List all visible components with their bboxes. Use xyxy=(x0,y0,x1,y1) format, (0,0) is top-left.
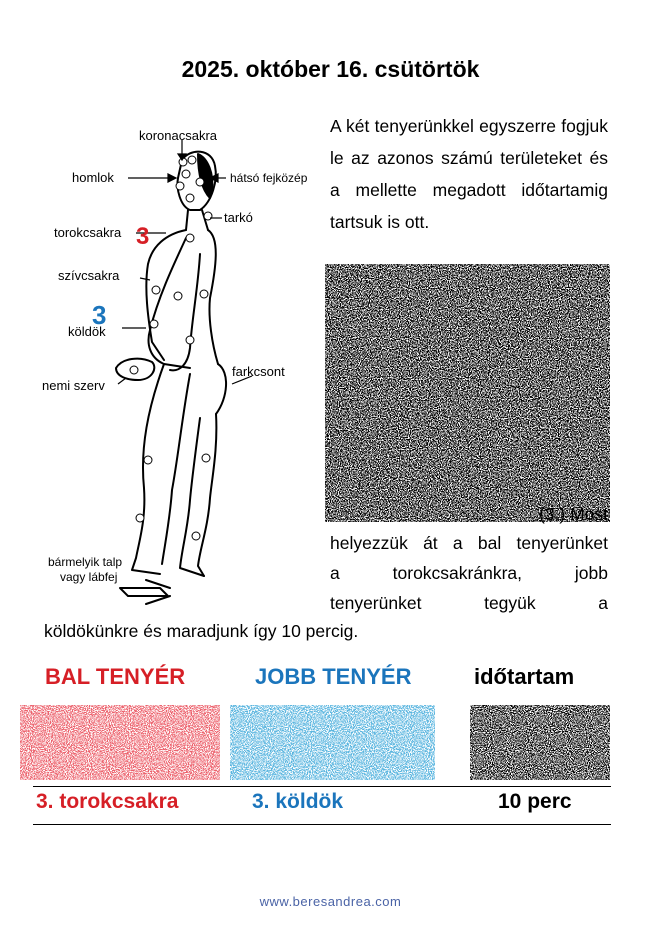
step-line-3: a torokcsakránkra, jobb xyxy=(330,563,608,583)
header-duration: időtartam xyxy=(474,664,575,689)
step-line-2: helyezzük át a bal tenyerünket xyxy=(330,533,608,553)
step-line-5: köldökünkre és maradjunk így 10 percig. xyxy=(44,621,359,641)
obscured-table-rows xyxy=(20,700,620,785)
label-crown-chakra: koronacsakra xyxy=(139,128,218,143)
step-lead: (3.) Most xyxy=(538,504,608,524)
label-foot-1: bármelyik talp xyxy=(48,555,123,569)
label-nape: tarkó xyxy=(224,210,253,225)
header-left-palm: BAL TENYÉR xyxy=(45,664,186,689)
row-duration: 10 perc xyxy=(498,790,572,813)
label-heart-chakra: szívcsakra xyxy=(58,268,120,283)
step-lines xyxy=(330,528,608,618)
body-chakra-diagram xyxy=(40,118,325,608)
footer-website: www.beresandrea.com xyxy=(259,894,402,909)
page-title: 2025. október 16. csütörtök xyxy=(181,56,480,82)
table-rule-bottom xyxy=(33,824,611,825)
label-genital: nemi szerv xyxy=(42,378,105,393)
header-right-palm: JOBB TENYÉR xyxy=(255,664,412,689)
label-tailbone: farkcsont xyxy=(232,364,285,379)
navel-number-blue: 3 xyxy=(92,300,107,330)
row-left-palm: 3. torokcsakra xyxy=(36,790,179,813)
row-right-palm: 3. köldök xyxy=(252,790,344,813)
label-navel: köldök xyxy=(68,324,106,339)
label-back-head: hátsó fejközép xyxy=(230,171,308,185)
label-forehead: homlok xyxy=(72,170,114,185)
label-foot-2: vagy lábfej xyxy=(60,570,118,584)
obscured-text-block xyxy=(325,264,610,522)
instruction-paragraph: A két tenyerünkkel egyszerre fogjuk le az azonos számú területeket és a mellette megadott időtartamig tartsuk is ott. xyxy=(330,116,608,232)
throat-number-red: 3 xyxy=(136,223,150,250)
step-line-4: tenyerünket tegyük a xyxy=(330,593,608,613)
table-rule-top xyxy=(33,786,611,787)
label-throat-chakra: torokcsakra xyxy=(54,225,122,240)
